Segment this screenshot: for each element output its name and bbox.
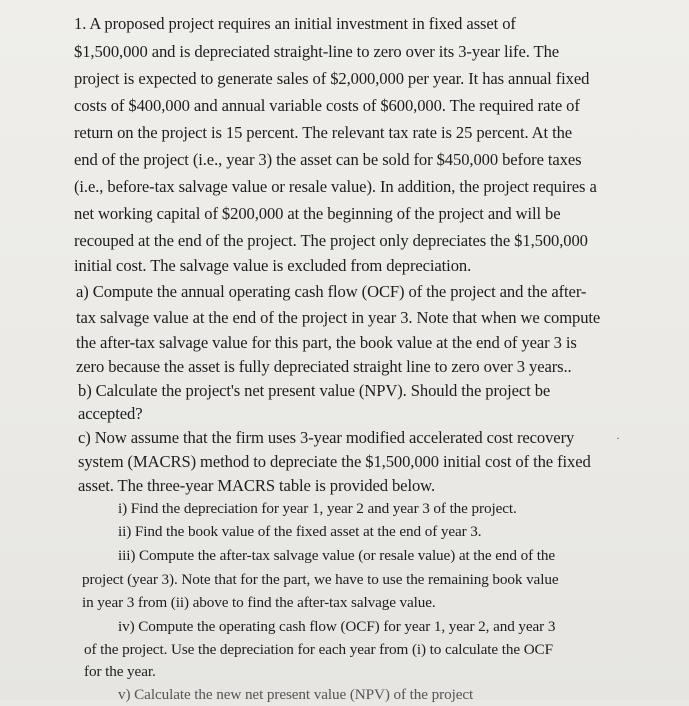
problem-line-6: end of the project (i.e., year 3) the asset can be sold for $450,000 before taxes bbox=[74, 150, 582, 169]
part-c-line-2: system (MACRS) method to depreciate the $1,500,000 initial cost of the fixed bbox=[78, 452, 591, 471]
part-a-line-2: tax salvage value at the end of the project in year 3. Note that when we compute bbox=[76, 308, 601, 327]
part-c-i: i) Find the depreciation for year 1, year 2 and year 3 of the project. bbox=[118, 500, 517, 517]
part-c-line-1: c) Now assume that the firm uses 3-year modified accelerated cost recovery bbox=[78, 428, 575, 447]
part-c-iv-line-1: iv) Compute the operating cash flow (OCF) for year 1, year 2, and year 3 bbox=[118, 618, 556, 635]
problem-line-2: $1,500,000 and is depreciated straight-line to zero over its 3-year life. The bbox=[74, 42, 560, 61]
part-c-iii-line-1: iii) Compute the after-tax salvage value (or resale value) at the end of the bbox=[118, 547, 555, 564]
problem-line-9: recouped at the end of the project. The project only depreciates the $1,500,000 bbox=[74, 231, 588, 250]
problem-line-8: net working capital of $200,000 at the beginning of the project and will be bbox=[74, 204, 561, 223]
part-a-line-4: zero because the asset is fully depreciated straight line to zero over 3 years.. bbox=[76, 357, 572, 376]
problem-line-7: (i.e., before-tax salvage value or resale value). In addition, the project requires a bbox=[74, 177, 597, 196]
part-c-line-3: asset. The three-year MACRS table is provided below. bbox=[78, 476, 436, 495]
problem-line-1: 1. A proposed project requires an initial investment in fixed asset of bbox=[74, 14, 516, 33]
problem-line-10: initial cost. The salvage value is excluded from depreciation. bbox=[74, 256, 472, 275]
part-c-iv-line-2: of the project. Use the depreciation for each year from (i) to calculate the OCF bbox=[84, 641, 553, 658]
part-c-iii-line-2: project (year 3). Note that for the part, we have to use the remaining book value bbox=[82, 571, 559, 588]
part-c-iii-line-3: in year 3 from (ii) above to find the after-tax salvage value. bbox=[82, 594, 436, 611]
part-c-iv-line-3: for the year. bbox=[84, 663, 156, 680]
stray-mark: · bbox=[616, 431, 620, 445]
part-b-line-1: b) Calculate the project's net present value (NPV). Should the project be bbox=[78, 381, 551, 400]
part-c-v: v) Calculate the new net present value (NPV) of the project bbox=[118, 686, 474, 703]
problem-line-5: return on the project is 15 percent. The relevant tax rate is 25 percent. At the bbox=[74, 123, 573, 142]
problem-line-3: project is expected to generate sales of $2,000,000 per year. It has annual fixed bbox=[74, 69, 590, 88]
part-b-line-2: accepted? bbox=[78, 404, 143, 423]
part-a-line-1: a) Compute the annual operating cash flow (OCF) of the project and the after- bbox=[76, 282, 587, 301]
part-a-line-3: the after-tax salvage value for this part, the book value at the end of year 3 is bbox=[76, 333, 577, 352]
part-c-ii: ii) Find the book value of the fixed asset at the end of year 3. bbox=[118, 523, 482, 540]
problem-line-4: costs of $400,000 and annual variable costs of $600,000. The required rate of bbox=[74, 96, 580, 115]
